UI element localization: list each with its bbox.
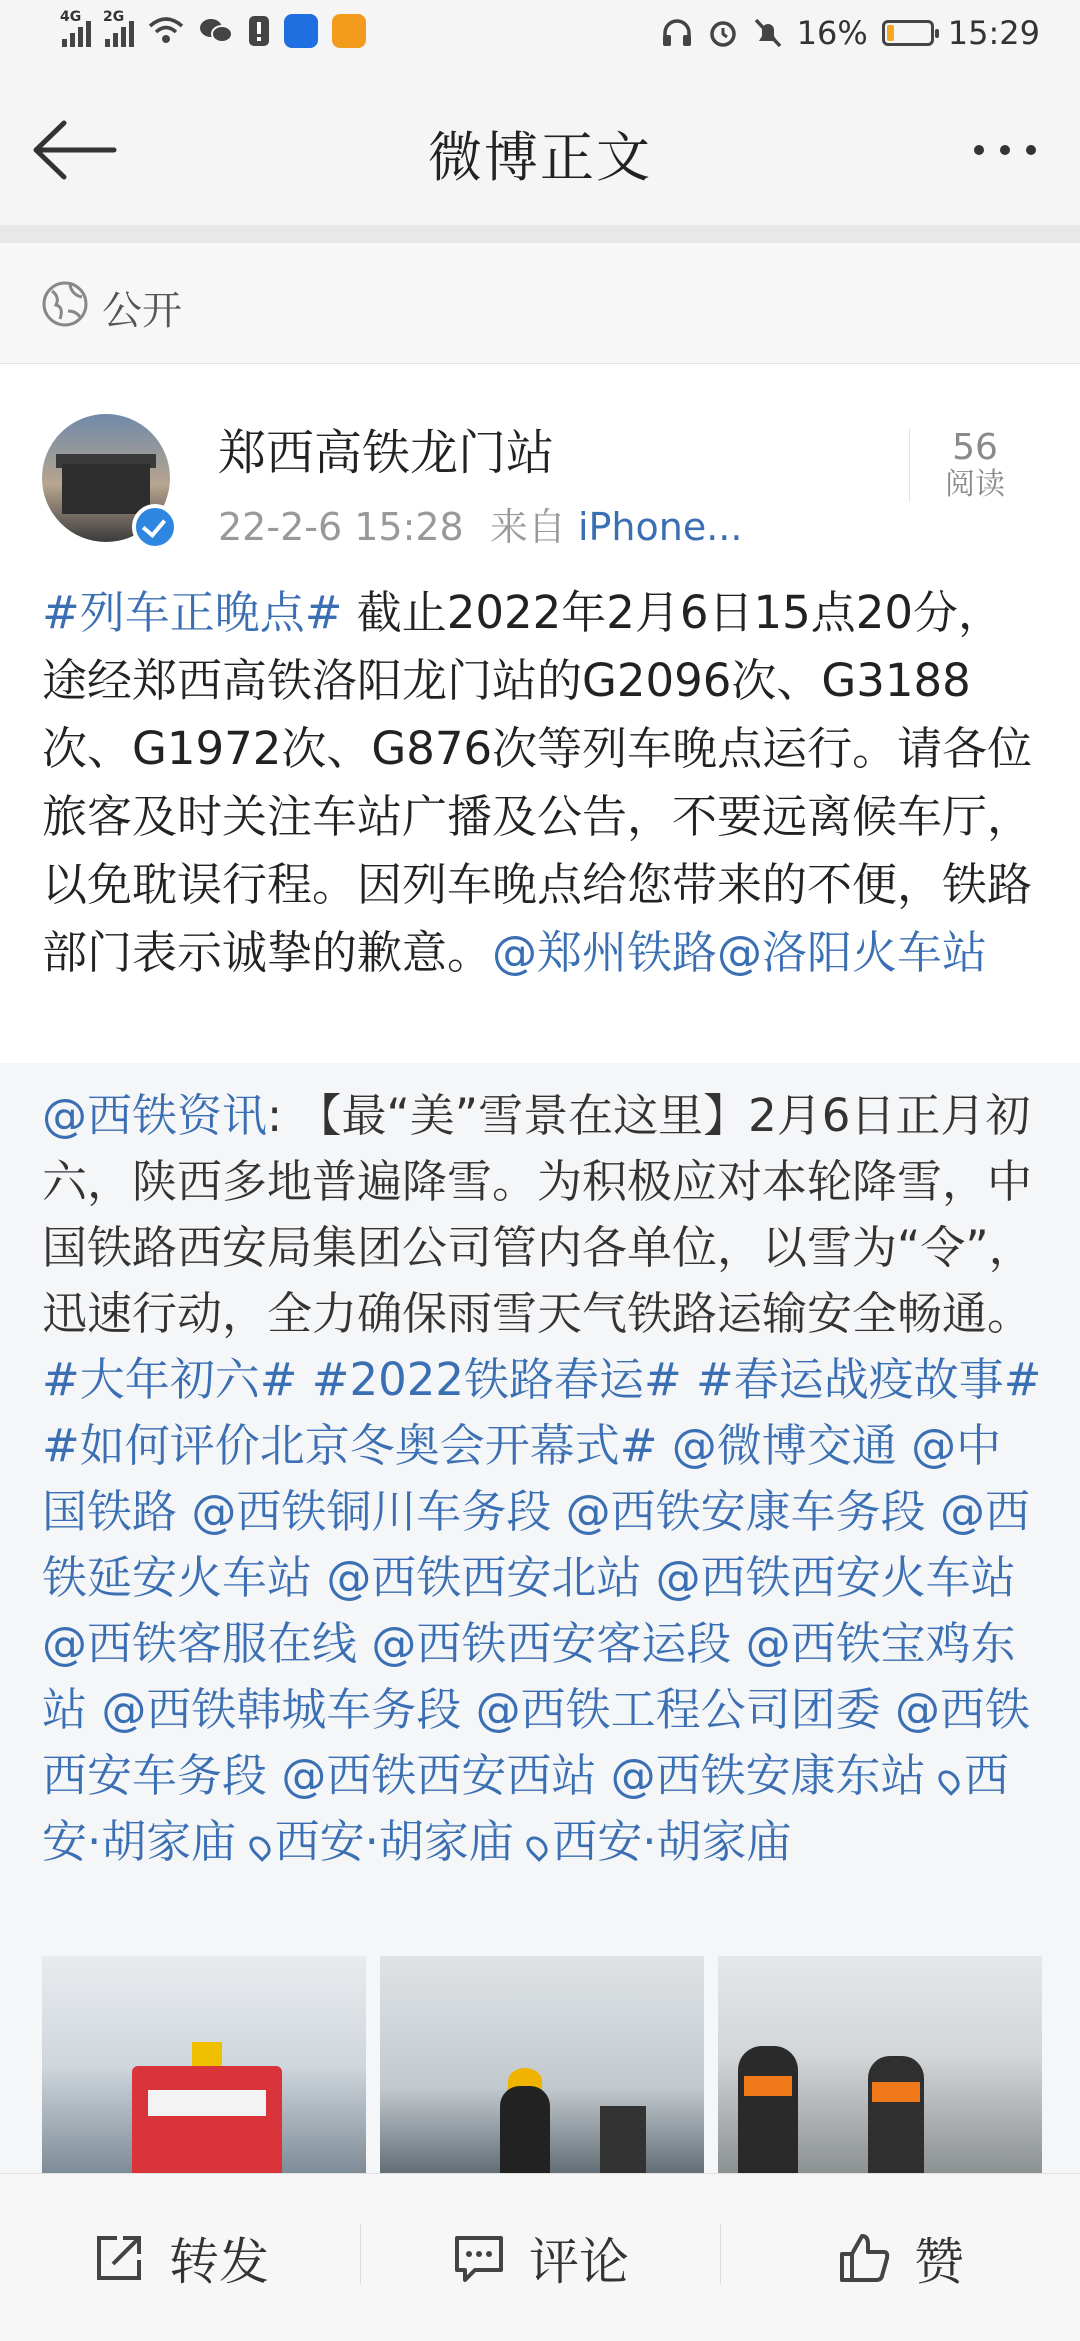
comment-label: 评论 bbox=[529, 2232, 629, 2291]
mention-link[interactable]: @西铁西安火车站 bbox=[655, 1551, 1016, 1604]
read-count-label: 阅读 bbox=[945, 467, 1005, 502]
location-link[interactable]: 西安·胡家庙 bbox=[251, 1815, 514, 1868]
dot-icon bbox=[1026, 145, 1036, 155]
mention-link[interactable]: @西铁西安客运段 bbox=[371, 1617, 732, 1670]
like-button[interactable] bbox=[720, 2174, 1080, 2341]
worker-shape bbox=[738, 2046, 798, 2176]
repost-button[interactable] bbox=[0, 2174, 360, 2341]
mention-link[interactable]: @西铁安康东站 bbox=[610, 1749, 926, 1802]
verified-badge-icon bbox=[132, 504, 178, 550]
mention-link[interactable]: @西铁延安火车站 bbox=[42, 1485, 1030, 1604]
status-left bbox=[60, 9, 366, 48]
post-meta bbox=[218, 496, 742, 551]
hashtag-link[interactable]: #如何评价北京冬奥会开幕式# bbox=[42, 1419, 658, 1472]
page-title: 微博正文 bbox=[428, 126, 652, 189]
worker-shape bbox=[600, 2106, 646, 2176]
image-thumbnail[interactable] bbox=[718, 1956, 1042, 2176]
dot-icon bbox=[974, 145, 984, 155]
mention-link[interactable]: @洛阳火车站 bbox=[717, 926, 988, 979]
mention-link[interactable]: @中国铁路 bbox=[42, 1419, 1002, 1538]
clock: 15:29 bbox=[947, 14, 1040, 52]
mention-link[interactable]: @西铁西安北站 bbox=[326, 1551, 642, 1604]
status-bar bbox=[0, 0, 1080, 75]
battery-percent: 16% bbox=[796, 14, 868, 52]
hashtag-link[interactable]: #大年初六# bbox=[42, 1353, 298, 1406]
hashtag-link[interactable]: #列车正晚点# bbox=[42, 586, 343, 639]
hashtag-link[interactable]: #2022铁路春运# bbox=[311, 1353, 682, 1406]
share-icon bbox=[91, 2230, 147, 2286]
wifi-icon bbox=[148, 16, 184, 46]
post-text: 截止2022年2月6日15点20分，途经郑西高铁洛阳龙门站的G2096次、G3188次、G1972次、G876次等列车晚点运行。请各位旅客及时关注车站广播及公告，不要远离候车厅，以免耽误行程。因列车晚点给您带来的不便，铁路部门表示诚挚的歉意。 bbox=[42, 586, 1033, 979]
battery-icon bbox=[882, 20, 934, 46]
thumbs-up-icon bbox=[836, 2230, 892, 2286]
read-count bbox=[909, 428, 1040, 502]
source-prefix: 来自 bbox=[489, 505, 566, 549]
repost-label: 转发 bbox=[169, 2232, 269, 2291]
visibility-label: 公开 bbox=[102, 288, 182, 334]
image-thumbnail[interactable] bbox=[380, 1956, 704, 2176]
repost-text: 【最“美”雪景在这里】2月6日正月初六，陕西多地普遍降雪。为积极应对本轮降雪，中国铁路西安局集团公司管内各单位，以雪为“令”，迅速行动，全力确保雨雪天气铁路运输安全畅通。 bbox=[42, 1089, 1034, 1340]
repost-card[interactable] bbox=[0, 1063, 1080, 2173]
hashtag-link[interactable]: #春运战疫故事# bbox=[695, 1353, 1042, 1406]
read-count-number: 56 bbox=[952, 427, 998, 468]
signal-icon: 2G bbox=[105, 15, 134, 47]
action-bar bbox=[0, 2173, 1080, 2341]
mention-link[interactable]: @西铁韩城车务段 bbox=[101, 1683, 462, 1736]
globe-icon bbox=[42, 281, 88, 327]
like-label: 赞 bbox=[914, 2232, 964, 2291]
headphones-icon bbox=[661, 18, 693, 48]
image-gallery bbox=[42, 1956, 1042, 2176]
image-thumbnail[interactable] bbox=[42, 1956, 366, 2176]
weibo-icon bbox=[332, 14, 366, 48]
repost-body bbox=[42, 1083, 1042, 1875]
comment-icon bbox=[451, 2230, 507, 2286]
avatar-building bbox=[62, 464, 150, 514]
repost-author-link[interactable]: @西铁资讯 bbox=[42, 1089, 268, 1142]
mention-link[interactable]: @郑州铁路 bbox=[492, 926, 718, 979]
mention-link[interactable]: @西铁客服在线 bbox=[42, 1617, 358, 1670]
post-card bbox=[0, 364, 1080, 1064]
worker-shape bbox=[500, 2086, 550, 2176]
signal-icon: 4G bbox=[62, 15, 91, 47]
mention-link[interactable]: @西铁西安西站 bbox=[281, 1749, 597, 1802]
mention-link[interactable]: @西铁铜川车务段 bbox=[191, 1485, 552, 1538]
mention-link[interactable]: @微博交通 bbox=[671, 1419, 897, 1472]
worker-shape bbox=[868, 2056, 924, 2176]
post-body bbox=[42, 579, 1042, 987]
status-right bbox=[661, 14, 1040, 52]
mention-link[interactable]: @西铁工程公司团委 bbox=[475, 1683, 881, 1736]
comment-button[interactable] bbox=[360, 2174, 720, 2341]
divider bbox=[0, 225, 1080, 243]
mention-link[interactable]: @西铁宝鸡东站 bbox=[42, 1617, 1016, 1736]
mute-icon bbox=[753, 17, 783, 49]
dot-icon bbox=[1000, 145, 1010, 155]
mention-link[interactable]: @西铁西安车务段 bbox=[42, 1683, 1030, 1802]
post-date: 22-2-6 15:28 bbox=[218, 505, 464, 549]
mention-link[interactable]: @西铁安康车务段 bbox=[565, 1485, 926, 1538]
alert-icon bbox=[248, 15, 270, 47]
alarm-icon bbox=[707, 17, 739, 49]
app-icon bbox=[284, 14, 318, 48]
post-source[interactable]: iPhone... bbox=[577, 505, 743, 549]
wechat-icon bbox=[198, 16, 234, 46]
location-link[interactable]: 西安·胡家庙 bbox=[42, 1749, 1009, 1868]
visibility-bar[interactable] bbox=[0, 243, 1080, 364]
repost-colon: : bbox=[267, 1089, 283, 1142]
user-name[interactable]: 郑西高铁龙门站 bbox=[218, 425, 555, 481]
location-link[interactable]: 西安·胡家庙 bbox=[528, 1815, 791, 1868]
more-options-button[interactable] bbox=[960, 135, 1050, 165]
locomotive-shape bbox=[132, 2066, 282, 2176]
top-nav bbox=[0, 75, 1080, 225]
